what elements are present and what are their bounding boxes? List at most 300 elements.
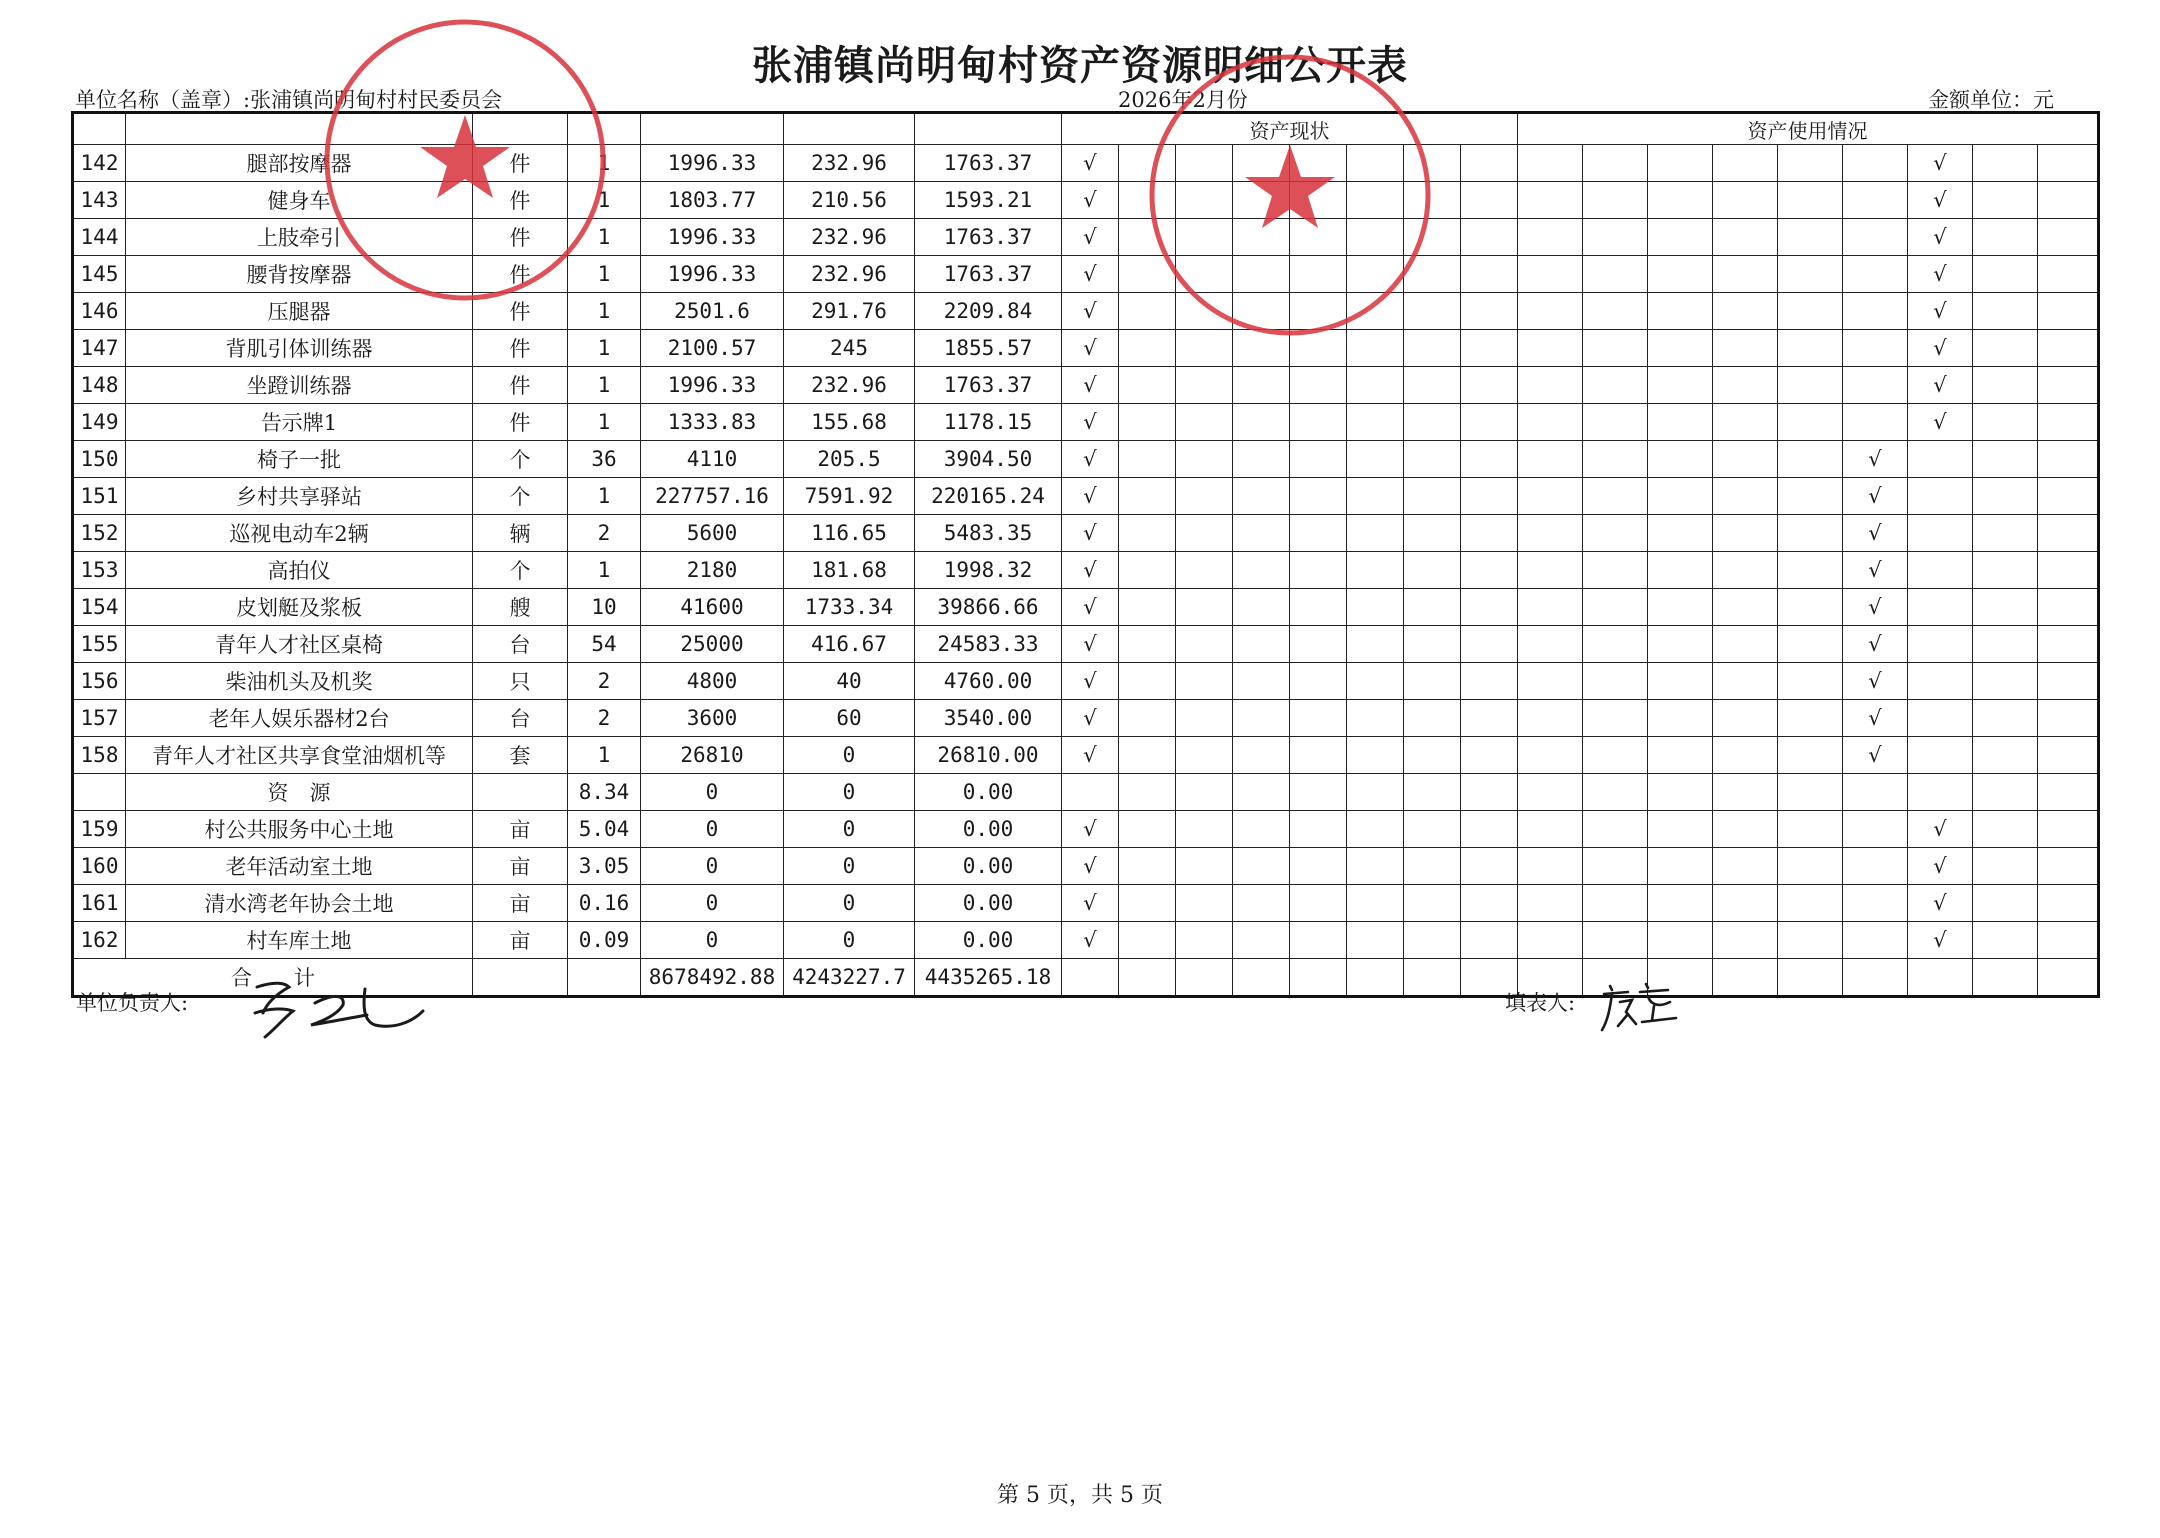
table-row: [73, 737, 2099, 774]
usage-check-cell: [1518, 552, 1583, 589]
status-check-cell: [1347, 145, 1404, 182]
table-row: [73, 515, 2099, 552]
quantity: 8.34: [568, 774, 641, 811]
amount-unit: 金额单位：元: [1928, 88, 2054, 112]
status-check-cell: [1290, 589, 1347, 626]
status-check-cell: √: [1062, 404, 1119, 441]
usage-check-cell: [1518, 145, 1583, 182]
usage-check-cell: [1908, 737, 1973, 774]
usage-check-cell: [1648, 404, 1713, 441]
status-check-cell: [1347, 663, 1404, 700]
usage-check-cell: [1648, 182, 1713, 219]
depreciation: 0: [784, 737, 915, 774]
usage-check-cell: [1843, 774, 1908, 811]
usage-check-cell: [1518, 478, 1583, 515]
usage-check-cell: √: [1843, 700, 1908, 737]
status-check-cell: √: [1062, 182, 1119, 219]
row-number: 147: [73, 330, 126, 367]
usage-check-cell: [2038, 515, 2099, 552]
depreciation: 416.67: [784, 626, 915, 663]
usage-check-cell: [1518, 922, 1583, 959]
status-check-cell: [1119, 552, 1176, 589]
status-check-cell: [1233, 737, 1290, 774]
depreciation: 232.96: [784, 219, 915, 256]
table-row: [73, 848, 2099, 885]
status-check-cell: √: [1062, 589, 1119, 626]
status-check-cell: [1461, 700, 1518, 737]
usage-check-cell: [1973, 626, 2038, 663]
original-value: 1996.33: [641, 145, 784, 182]
table-row: [73, 293, 2099, 330]
asset-name: 村车库土地: [126, 922, 473, 959]
status-check-cell: [1233, 885, 1290, 922]
status-check-cell: [1290, 256, 1347, 293]
usage-check-cell: [1648, 922, 1713, 959]
status-check-cell: [1290, 478, 1347, 515]
status-check-cell: [1176, 293, 1233, 330]
quantity: 1: [568, 737, 641, 774]
status-check-cell: [1176, 367, 1233, 404]
usage-check-cell: [1843, 256, 1908, 293]
usage-check-cell: [1778, 441, 1843, 478]
usage-check-cell: [1583, 441, 1648, 478]
status-check-cell: √: [1062, 478, 1119, 515]
original-value: 1996.33: [641, 367, 784, 404]
net-value: 220165.24: [915, 478, 1062, 515]
usage-check-cell: [1583, 478, 1648, 515]
usage-check-cell: [2038, 478, 2099, 515]
status-check-cell: [1119, 700, 1176, 737]
usage-check-cell: [1518, 182, 1583, 219]
total-empty-cell: [1347, 959, 1404, 997]
status-check-cell: [1233, 367, 1290, 404]
status-check-cell: √: [1062, 848, 1119, 885]
usage-check-cell: [1908, 478, 1973, 515]
status-check-cell: [1233, 515, 1290, 552]
net-value: 1763.37: [915, 145, 1062, 182]
usage-check-cell: [1648, 848, 1713, 885]
usage-check-cell: [1778, 922, 1843, 959]
status-check-cell: [1176, 774, 1233, 811]
usage-check-cell: [2038, 367, 2099, 404]
usage-check-cell: √: [1908, 293, 1973, 330]
total-original-value: 8678492.88: [641, 959, 784, 997]
status-check-cell: [1290, 848, 1347, 885]
asset-table: [71, 111, 2100, 998]
status-check-cell: [1290, 552, 1347, 589]
status-check-cell: [1176, 885, 1233, 922]
original-value: 25000: [641, 626, 784, 663]
original-value: 2100.57: [641, 330, 784, 367]
usage-check-cell: [1583, 293, 1648, 330]
status-check-cell: [1347, 219, 1404, 256]
table-row: [73, 589, 2099, 626]
status-check-cell: [1290, 515, 1347, 552]
usage-check-cell: [1648, 256, 1713, 293]
unit-name-line: 单位名称（盖章）:张浦镇尚明甸村村民委员会: [75, 88, 503, 112]
status-check-cell: [1119, 589, 1176, 626]
status-check-cell: [1404, 145, 1461, 182]
asset-status-header: 资产现状: [1062, 113, 1518, 145]
asset-name: 乡村共享驿站: [126, 478, 473, 515]
status-check-cell: [1233, 774, 1290, 811]
usage-check-cell: [1583, 700, 1648, 737]
net-value: 0.00: [915, 811, 1062, 848]
usage-check-cell: [1843, 811, 1908, 848]
status-check-cell: [1404, 515, 1461, 552]
status-check-cell: [1461, 293, 1518, 330]
row-number: 151: [73, 478, 126, 515]
table-row: [73, 626, 2099, 663]
original-value: 1996.33: [641, 219, 784, 256]
asset-name: 老年人娱乐器材2台: [126, 700, 473, 737]
asset-name: 皮划艇及浆板: [126, 589, 473, 626]
usage-check-cell: [1973, 515, 2038, 552]
net-value: 3540.00: [915, 700, 1062, 737]
usage-check-cell: [1518, 219, 1583, 256]
asset-name: 资 源: [126, 774, 473, 811]
usage-check-cell: [1973, 589, 2038, 626]
status-check-cell: [1347, 848, 1404, 885]
status-check-cell: [1347, 552, 1404, 589]
depreciation: 205.5: [784, 441, 915, 478]
measure-unit: 件: [473, 293, 568, 330]
total-empty-cell: [1843, 959, 1908, 997]
status-check-cell: [1404, 404, 1461, 441]
quantity: 1: [568, 293, 641, 330]
usage-check-cell: [1843, 219, 1908, 256]
usage-check-cell: [1648, 478, 1713, 515]
usage-check-cell: [2038, 589, 2099, 626]
usage-check-cell: [2038, 552, 2099, 589]
usage-check-cell: [1648, 145, 1713, 182]
usage-check-cell: [1908, 552, 1973, 589]
usage-check-cell: √: [1908, 848, 1973, 885]
status-check-cell: [1119, 404, 1176, 441]
usage-check-cell: [1583, 663, 1648, 700]
usage-check-cell: [1973, 922, 2038, 959]
usage-check-cell: [1583, 219, 1648, 256]
usage-check-cell: √: [1908, 404, 1973, 441]
original-value: 41600: [641, 589, 784, 626]
status-check-cell: √: [1062, 700, 1119, 737]
usage-check-cell: [1713, 478, 1778, 515]
status-check-cell: [1176, 848, 1233, 885]
status-check-cell: [1347, 811, 1404, 848]
quantity: 1: [568, 330, 641, 367]
status-check-cell: [1290, 885, 1347, 922]
measure-unit: 艘: [473, 589, 568, 626]
row-number: 159: [73, 811, 126, 848]
status-check-cell: [1404, 219, 1461, 256]
original-value: 4800: [641, 663, 784, 700]
usage-check-cell: [1518, 330, 1583, 367]
row-number: 146: [73, 293, 126, 330]
asset-name: 清水湾老年协会土地: [126, 885, 473, 922]
status-check-cell: [1404, 441, 1461, 478]
status-check-cell: [1347, 293, 1404, 330]
status-check-cell: [1233, 404, 1290, 441]
usage-check-cell: [1713, 293, 1778, 330]
status-check-cell: [1404, 478, 1461, 515]
usage-check-cell: [1518, 515, 1583, 552]
usage-check-cell: [1778, 515, 1843, 552]
status-check-cell: √: [1062, 293, 1119, 330]
usage-check-cell: [1713, 219, 1778, 256]
row-number: 158: [73, 737, 126, 774]
usage-check-cell: [1713, 330, 1778, 367]
quantity: 36: [568, 441, 641, 478]
usage-check-cell: [1648, 885, 1713, 922]
status-check-cell: [1404, 330, 1461, 367]
quantity: 2: [568, 700, 641, 737]
status-check-cell: [1176, 663, 1233, 700]
row-number: 145: [73, 256, 126, 293]
status-check-cell: [1290, 774, 1347, 811]
status-check-cell: √: [1062, 441, 1119, 478]
usage-check-cell: [1583, 811, 1648, 848]
usage-check-cell: [1648, 552, 1713, 589]
usage-check-cell: [1843, 922, 1908, 959]
usage-check-cell: [1843, 848, 1908, 885]
status-check-cell: [1404, 811, 1461, 848]
usage-check-cell: [1908, 774, 1973, 811]
signer-label: 单位负责人:: [76, 991, 189, 1015]
original-value: 2180: [641, 552, 784, 589]
table-row: [73, 811, 2099, 848]
usage-check-cell: [1973, 367, 2038, 404]
usage-check-cell: [1713, 145, 1778, 182]
measure-unit: 套: [473, 737, 568, 774]
status-check-cell: [1176, 700, 1233, 737]
status-check-cell: [1461, 589, 1518, 626]
status-check-cell: [1233, 811, 1290, 848]
usage-check-cell: [1778, 700, 1843, 737]
net-value: 1763.37: [915, 367, 1062, 404]
total-empty-cell: [1176, 959, 1233, 997]
usage-check-cell: [1778, 293, 1843, 330]
status-check-cell: [1176, 330, 1233, 367]
net-value: 5483.35: [915, 515, 1062, 552]
quantity: 5.04: [568, 811, 641, 848]
status-check-cell: [1290, 663, 1347, 700]
usage-check-cell: [1518, 848, 1583, 885]
total-empty-cell: [1233, 959, 1290, 997]
total-net-value: 4435265.18: [915, 959, 1062, 997]
status-check-cell: [1404, 885, 1461, 922]
usage-check-cell: [1973, 811, 2038, 848]
status-check-cell: [1176, 145, 1233, 182]
table-row: [73, 922, 2099, 959]
total-depreciation: 4243227.7: [784, 959, 915, 997]
measure-unit: 件: [473, 330, 568, 367]
status-check-cell: [1176, 515, 1233, 552]
usage-check-cell: [2038, 885, 2099, 922]
depreciation: 0: [784, 848, 915, 885]
usage-check-cell: [2038, 330, 2099, 367]
usage-check-cell: [1518, 256, 1583, 293]
usage-check-cell: [1518, 774, 1583, 811]
status-check-cell: [1290, 626, 1347, 663]
status-check-cell: [1119, 330, 1176, 367]
row-number: 157: [73, 700, 126, 737]
status-check-cell: [1176, 737, 1233, 774]
usage-check-cell: [2038, 922, 2099, 959]
net-value: 1763.37: [915, 256, 1062, 293]
usage-check-cell: [1648, 811, 1713, 848]
status-check-cell: [1176, 811, 1233, 848]
usage-check-cell: [1778, 182, 1843, 219]
status-check-cell: [1119, 219, 1176, 256]
status-check-cell: √: [1062, 330, 1119, 367]
usage-check-cell: [1973, 293, 2038, 330]
status-check-cell: [1347, 330, 1404, 367]
status-check-cell: [1290, 367, 1347, 404]
status-check-cell: [1290, 811, 1347, 848]
total-empty-cell: [1062, 959, 1119, 997]
depreciation: 291.76: [784, 293, 915, 330]
asset-name: 柴油机头及机奖: [126, 663, 473, 700]
status-check-cell: [1176, 589, 1233, 626]
usage-check-cell: [1648, 367, 1713, 404]
status-check-cell: [1347, 700, 1404, 737]
table-row: [73, 330, 2099, 367]
original-value: 4110: [641, 441, 784, 478]
status-check-cell: [1461, 737, 1518, 774]
usage-check-cell: [1843, 145, 1908, 182]
usage-check-cell: [1713, 663, 1778, 700]
quantity: 1: [568, 145, 641, 182]
total-qty: [568, 959, 641, 997]
status-check-cell: [1461, 922, 1518, 959]
measure-unit: 件: [473, 404, 568, 441]
usage-check-cell: [1973, 404, 2038, 441]
usage-check-cell: [1778, 330, 1843, 367]
usage-check-cell: √: [1843, 552, 1908, 589]
status-check-cell: √: [1062, 885, 1119, 922]
status-check-cell: [1404, 182, 1461, 219]
status-check-cell: [1119, 293, 1176, 330]
status-check-cell: √: [1062, 737, 1119, 774]
usage-check-cell: [1843, 182, 1908, 219]
usage-check-cell: [1518, 811, 1583, 848]
table-row: [73, 367, 2099, 404]
usage-check-cell: [1713, 182, 1778, 219]
status-check-cell: [1176, 552, 1233, 589]
asset-table-body: [73, 113, 2099, 997]
status-check-cell: [1233, 589, 1290, 626]
status-check-cell: [1119, 848, 1176, 885]
usage-check-cell: [1713, 515, 1778, 552]
status-check-cell: [1176, 404, 1233, 441]
depreciation: 232.96: [784, 367, 915, 404]
table-row: [73, 404, 2099, 441]
status-check-cell: [1461, 515, 1518, 552]
usage-check-cell: [1583, 145, 1648, 182]
status-check-cell: [1404, 663, 1461, 700]
status-check-cell: [1461, 811, 1518, 848]
usage-check-cell: [1648, 663, 1713, 700]
usage-check-cell: [1908, 700, 1973, 737]
asset-name: 巡视电动车2辆: [126, 515, 473, 552]
original-value: 26810: [641, 737, 784, 774]
total-unit: [473, 959, 568, 997]
original-value: 0: [641, 848, 784, 885]
usage-check-cell: [1973, 478, 2038, 515]
usage-check-cell: [1518, 367, 1583, 404]
status-check-cell: [1119, 626, 1176, 663]
row-number: 161: [73, 885, 126, 922]
asset-name: 椅子一批: [126, 441, 473, 478]
status-check-cell: [1119, 885, 1176, 922]
usage-check-cell: [1583, 922, 1648, 959]
usage-check-cell: [1518, 885, 1583, 922]
row-number: 155: [73, 626, 126, 663]
measure-unit: 亩: [473, 811, 568, 848]
usage-check-cell: [1778, 367, 1843, 404]
usage-check-cell: [1973, 848, 2038, 885]
status-check-cell: [1119, 256, 1176, 293]
table-row: [73, 219, 2099, 256]
status-check-cell: [1461, 774, 1518, 811]
usage-check-cell: √: [1843, 663, 1908, 700]
original-value: 5600: [641, 515, 784, 552]
status-check-cell: [1461, 182, 1518, 219]
table-row: [73, 256, 2099, 293]
status-check-cell: [1347, 589, 1404, 626]
usage-check-cell: [1713, 922, 1778, 959]
net-value: 26810.00: [915, 737, 1062, 774]
status-check-cell: [1347, 367, 1404, 404]
usage-check-cell: [1778, 811, 1843, 848]
status-check-cell: [1233, 441, 1290, 478]
status-check-cell: [1290, 404, 1347, 441]
status-check-cell: [1233, 552, 1290, 589]
usage-check-cell: √: [1908, 330, 1973, 367]
status-check-cell: [1347, 774, 1404, 811]
usage-check-cell: √: [1843, 737, 1908, 774]
net-value: 1855.57: [915, 330, 1062, 367]
status-check-cell: [1290, 737, 1347, 774]
usage-check-cell: [1713, 552, 1778, 589]
usage-check-cell: [1583, 589, 1648, 626]
status-check-cell: [1233, 293, 1290, 330]
usage-check-cell: √: [1843, 441, 1908, 478]
usage-check-cell: √: [1908, 367, 1973, 404]
usage-check-cell: [1583, 552, 1648, 589]
depreciation: 7591.92: [784, 478, 915, 515]
status-check-cell: [1347, 182, 1404, 219]
usage-check-cell: [1908, 441, 1973, 478]
original-value: 2501.6: [641, 293, 784, 330]
measure-unit: 件: [473, 219, 568, 256]
quantity: 54: [568, 626, 641, 663]
depreciation: 0: [784, 922, 915, 959]
status-check-cell: [1176, 219, 1233, 256]
status-check-cell: [1119, 774, 1176, 811]
depreciation: 116.65: [784, 515, 915, 552]
status-check-cell: [1119, 922, 1176, 959]
usage-check-cell: [1778, 589, 1843, 626]
depreciation: 60: [784, 700, 915, 737]
asset-name: 背肌引体训练器: [126, 330, 473, 367]
table-row: [73, 700, 2099, 737]
original-value: 0: [641, 922, 784, 959]
asset-name: 青年人才社区共享食堂油烟机等: [126, 737, 473, 774]
usage-check-cell: [1778, 478, 1843, 515]
status-check-cell: [1461, 330, 1518, 367]
measure-unit: 台: [473, 626, 568, 663]
